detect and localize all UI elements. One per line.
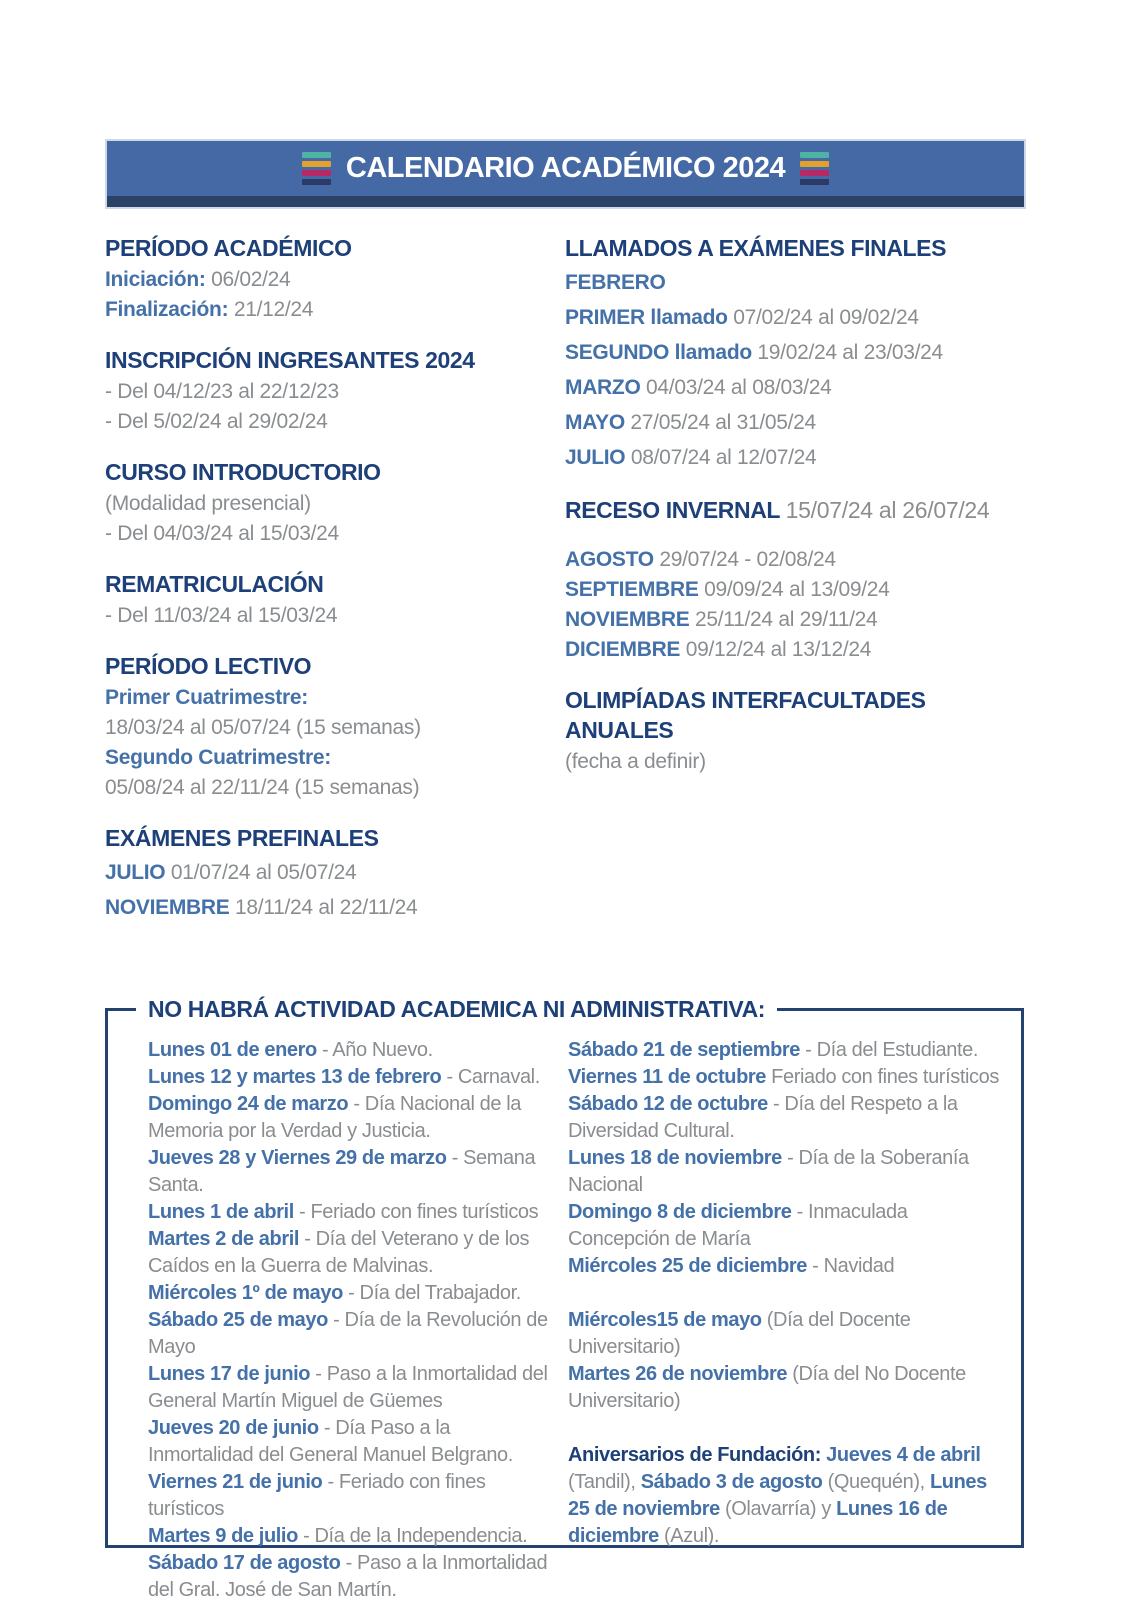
text-run: Primer Cuatrimestre: (105, 686, 308, 709)
text-run: - Año Nuevo. (316, 1039, 433, 1061)
text-line (565, 405, 1030, 440)
text-run: Aniversarios de Fundación: (568, 1444, 827, 1466)
list-item (148, 1145, 554, 1199)
stripe (302, 179, 331, 185)
stripe (302, 161, 331, 167)
text-run: Lunes 01 de enero (148, 1039, 317, 1061)
list-item (568, 1307, 1003, 1361)
text-run: PERÍODO LECTIVO (105, 653, 312, 679)
right-column (565, 233, 1030, 797)
text-run: - Del 11/03/24 al 15/03/24 (105, 604, 338, 627)
text-line (565, 747, 1030, 777)
text-run: NOVIEMBRE (565, 608, 696, 631)
text-run: DICIEMBRE (565, 638, 686, 661)
text-run: Lunes 16 de diciembre (568, 1498, 948, 1547)
section-heading (105, 569, 563, 599)
text-line (105, 743, 563, 773)
text-run: LLAMADOS A EXÁMENES FINALES (565, 235, 947, 261)
text-run: - Feriado con fines turísticos (293, 1201, 539, 1223)
text-run: 05/08/24 al 22/11/24 (15 semanas) (105, 776, 420, 799)
text-run: - Día del Trabajador. (342, 1282, 521, 1304)
text-run: (Día del No Docente Universitario) (568, 1363, 966, 1412)
text-run: - Día del Estudiante. (800, 1039, 978, 1061)
text-run: - Del 04/12/23 al 22/12/23 (105, 380, 339, 403)
list-item (148, 1064, 554, 1091)
section-heading (105, 345, 563, 375)
text-run: INSCRIPCIÓN INGRESANTES 2024 (105, 347, 475, 373)
section-heading (105, 651, 563, 681)
left-column (105, 233, 563, 945)
text-run: 07/02/24 al 09/02/24 (733, 306, 919, 329)
list-item (148, 1037, 554, 1064)
text-run: Viernes 21 de junio (148, 1471, 323, 1493)
text-run: (Día del Docente Universitario) (568, 1309, 911, 1358)
stripe (800, 161, 829, 167)
text-line (565, 605, 1030, 635)
text-run: SEPTIEMBRE (565, 578, 705, 601)
text-run: (Modalidad presencial) (105, 492, 311, 515)
text-run: 15/07/24 al 26/07/24 (785, 497, 990, 523)
text-run: Sábado 12 de octubre (568, 1093, 768, 1115)
text-run: 21/12/24 (233, 298, 314, 321)
text-run: 19/02/24 al 23/03/24 (757, 341, 943, 364)
text-run: PRIMER llamado (565, 306, 734, 329)
banner-content (107, 141, 1024, 196)
calendar-section (105, 345, 563, 437)
section-heading (105, 457, 563, 487)
text-run: MARZO (565, 376, 647, 399)
text-line (565, 265, 1030, 300)
text-run: Iniciación: (105, 268, 212, 291)
text-run: (Olavarría) y (719, 1498, 837, 1520)
text-run: MAYO (565, 411, 631, 434)
text-run: Sábado 21 de septiembre (568, 1039, 801, 1061)
text-run: - Día Nacional de la Memoria por la Verdad y Justicia. (148, 1093, 522, 1142)
text-line (105, 773, 563, 803)
banner-bottom-strip (107, 196, 1024, 207)
text-line (105, 295, 563, 325)
text-run: 01/07/24 al 05/07/24 (170, 861, 357, 884)
text-run: Lunes 17 de junio (148, 1363, 311, 1385)
text-run: 04/03/24 al 08/03/24 (646, 376, 832, 399)
text-line (565, 545, 1030, 575)
text-run: Feriado con fines turísticos (766, 1066, 999, 1088)
text-run: JULIO (105, 861, 171, 884)
text-run: Domingo 8 de diciembre (568, 1201, 792, 1223)
section-heading (565, 495, 1030, 525)
list-item (148, 1091, 554, 1145)
text-line (105, 890, 563, 925)
text-line (565, 440, 1030, 475)
list-item (148, 1199, 554, 1226)
text-line (105, 377, 563, 407)
text-run: - Del 5/02/24 al 29/02/24 (105, 410, 328, 433)
text-line (565, 335, 1030, 370)
holiday-list-right (568, 1037, 1003, 1600)
text-run: - Paso a la Inmortalidad del General Martín Miguel de Güemes (148, 1363, 548, 1412)
text-line (105, 489, 563, 519)
text-run: Sábado 25 de mayo (148, 1309, 328, 1331)
calendar-section (105, 457, 563, 549)
text-run: Finalización: (105, 298, 234, 321)
text-run: FEBRERO (565, 271, 666, 294)
text-run: Jueves 28 y Viernes 29 de marzo (148, 1147, 447, 1169)
list-item (148, 1307, 554, 1361)
text-run: 06/02/24 (211, 268, 291, 291)
text-line (105, 265, 563, 295)
no-activity-box-content (108, 1011, 1021, 1600)
calendar-section (565, 233, 1030, 475)
text-line (105, 713, 563, 743)
text-run: (fecha a definir) (565, 750, 706, 773)
text-run: Jueves 4 de abril (826, 1444, 981, 1466)
text-run: - Feriado con fines turísticos (148, 1471, 486, 1520)
stripes-icon (800, 152, 829, 185)
stripe (800, 152, 829, 158)
section-heading (105, 823, 563, 853)
text-run: PERÍODO ACADÉMICO (105, 235, 352, 261)
text-line (105, 683, 563, 713)
text-run: 29/07/24 - 02/08/24 (659, 548, 836, 571)
list-item (148, 1523, 554, 1550)
spacer (568, 1280, 1003, 1307)
text-run: - Carnaval. (441, 1066, 540, 1088)
text-line (565, 635, 1030, 665)
header-banner (105, 139, 1026, 209)
text-run: - Día del Respeto a la Diversidad Cultural. (568, 1093, 958, 1142)
text-run: 08/07/24 al 12/07/24 (630, 446, 817, 469)
list-item (568, 1361, 1003, 1415)
text-run: Segundo Cuatrimestre: (105, 746, 331, 769)
text-run: Martes 26 de noviembre (568, 1363, 788, 1385)
no-activity-box-title: NO HABRÁ ACTIVIDAD ACADEMICA NI ADMINISTRATIVA: (136, 994, 777, 1024)
text-line (105, 519, 563, 549)
text-run: Viernes 11 de octubre (568, 1066, 766, 1088)
list-item (568, 1091, 1003, 1145)
section-heading (565, 685, 1030, 745)
list-item (148, 1361, 554, 1415)
text-line (565, 370, 1030, 405)
calendar-section (105, 569, 563, 631)
text-run: 27/05/24 al 31/05/24 (630, 411, 816, 434)
calendar-section (565, 495, 1030, 525)
calendar-section (105, 823, 563, 925)
text-run: NOVIEMBRE (105, 896, 236, 919)
text-run: - Semana Santa. (148, 1147, 536, 1196)
holiday-list-left (148, 1037, 554, 1600)
text-run: - Paso a la Inmortalidad del Gral. José de San Martín. (148, 1552, 548, 1600)
text-run: 18/03/24 al 05/07/24 (15 semanas) (105, 716, 421, 739)
text-run: Lunes 1 de abril (148, 1201, 294, 1223)
text-run: EXÁMENES PREFINALES (105, 825, 379, 851)
stripe (302, 152, 331, 158)
stripe (800, 179, 829, 185)
text-run: 18/11/24 al 22/11/24 (235, 896, 418, 919)
text-run: 09/12/24 al 13/12/24 (685, 638, 872, 661)
text-run: Martes 2 de abril (148, 1228, 300, 1250)
text-run: Lunes 25 de noviembre (568, 1471, 987, 1520)
text-run: - Del 04/03/24 al 15/03/24 (105, 522, 339, 545)
text-run: Miércoles 1º de mayo (148, 1282, 343, 1304)
stripe (800, 170, 829, 176)
list-item (568, 1253, 1003, 1280)
calendar-section (105, 651, 563, 803)
text-run: - Inmaculada Concepción de María (568, 1201, 908, 1250)
text-run: (Azul). (658, 1525, 720, 1547)
text-run: - Día Paso a la Inmortalidad del General Manuel Belgrano. (148, 1417, 513, 1466)
text-run: AGOSTO (565, 548, 660, 571)
text-run: RECESO INVERNAL (565, 497, 786, 523)
text-run: - Día del Veterano y de los Caídos en la Guerra de Malvinas. (148, 1228, 530, 1277)
text-run: REMATRICULACIÓN (105, 571, 324, 597)
text-run: JULIO (565, 446, 631, 469)
text-run: Sábado 3 de agosto (640, 1471, 823, 1493)
text-line (565, 300, 1030, 335)
text-line (105, 855, 563, 890)
text-line (105, 407, 563, 437)
list-item (568, 1199, 1003, 1253)
calendar-section (565, 685, 1030, 777)
text-run: Lunes 18 de noviembre (568, 1147, 782, 1169)
list-item (148, 1415, 554, 1469)
list-item (148, 1226, 554, 1280)
calendar-section (565, 545, 1030, 665)
section-heading (105, 233, 563, 263)
text-run: - Día de la Revolución de Mayo (148, 1309, 548, 1358)
page-title: CALENDARIO ACADÉMICO 2024 (345, 152, 786, 184)
text-run: Lunes 12 y martes 13 de febrero (148, 1066, 442, 1088)
list-item (148, 1550, 554, 1600)
text-run: 09/09/24 al 13/09/24 (704, 578, 890, 601)
list-item (568, 1145, 1003, 1199)
text-line (105, 601, 563, 631)
text-run: - Día de la Soberanía Nacional (568, 1147, 969, 1196)
no-activity-box (105, 996, 1024, 1600)
text-run: Martes 9 de julio (148, 1525, 298, 1547)
calendar-section (105, 233, 563, 325)
section-heading (565, 233, 1030, 263)
list-item (148, 1469, 554, 1523)
stripes-icon (302, 152, 331, 185)
text-run: 25/11/24 al 29/11/24 (695, 608, 878, 631)
text-run: Miércoles15 de mayo (568, 1309, 762, 1331)
text-run: - Día de la Independencia. (297, 1525, 528, 1547)
text-run: (Tandil), (568, 1471, 641, 1493)
text-run: SEGUNDO llamado (565, 341, 758, 364)
text-run: CURSO INTRODUCTORIO (105, 459, 381, 485)
list-item (568, 1442, 1003, 1550)
text-line (565, 575, 1030, 605)
spacer (568, 1415, 1003, 1442)
text-run: Sábado 17 de agosto (148, 1552, 341, 1574)
text-run: - Navidad (807, 1255, 895, 1277)
list-item (568, 1037, 1003, 1064)
text-run: OLIMPÍADAS INTERFACULTADES ANUALES (565, 687, 926, 743)
text-run: (Quequén), (822, 1471, 930, 1493)
text-run: Jueves 20 de junio (148, 1417, 319, 1439)
stripe (302, 170, 331, 176)
list-item (148, 1280, 554, 1307)
text-run: Miércoles 25 de diciembre (568, 1255, 808, 1277)
list-item (568, 1064, 1003, 1091)
text-run: Domingo 24 de marzo (148, 1093, 349, 1115)
